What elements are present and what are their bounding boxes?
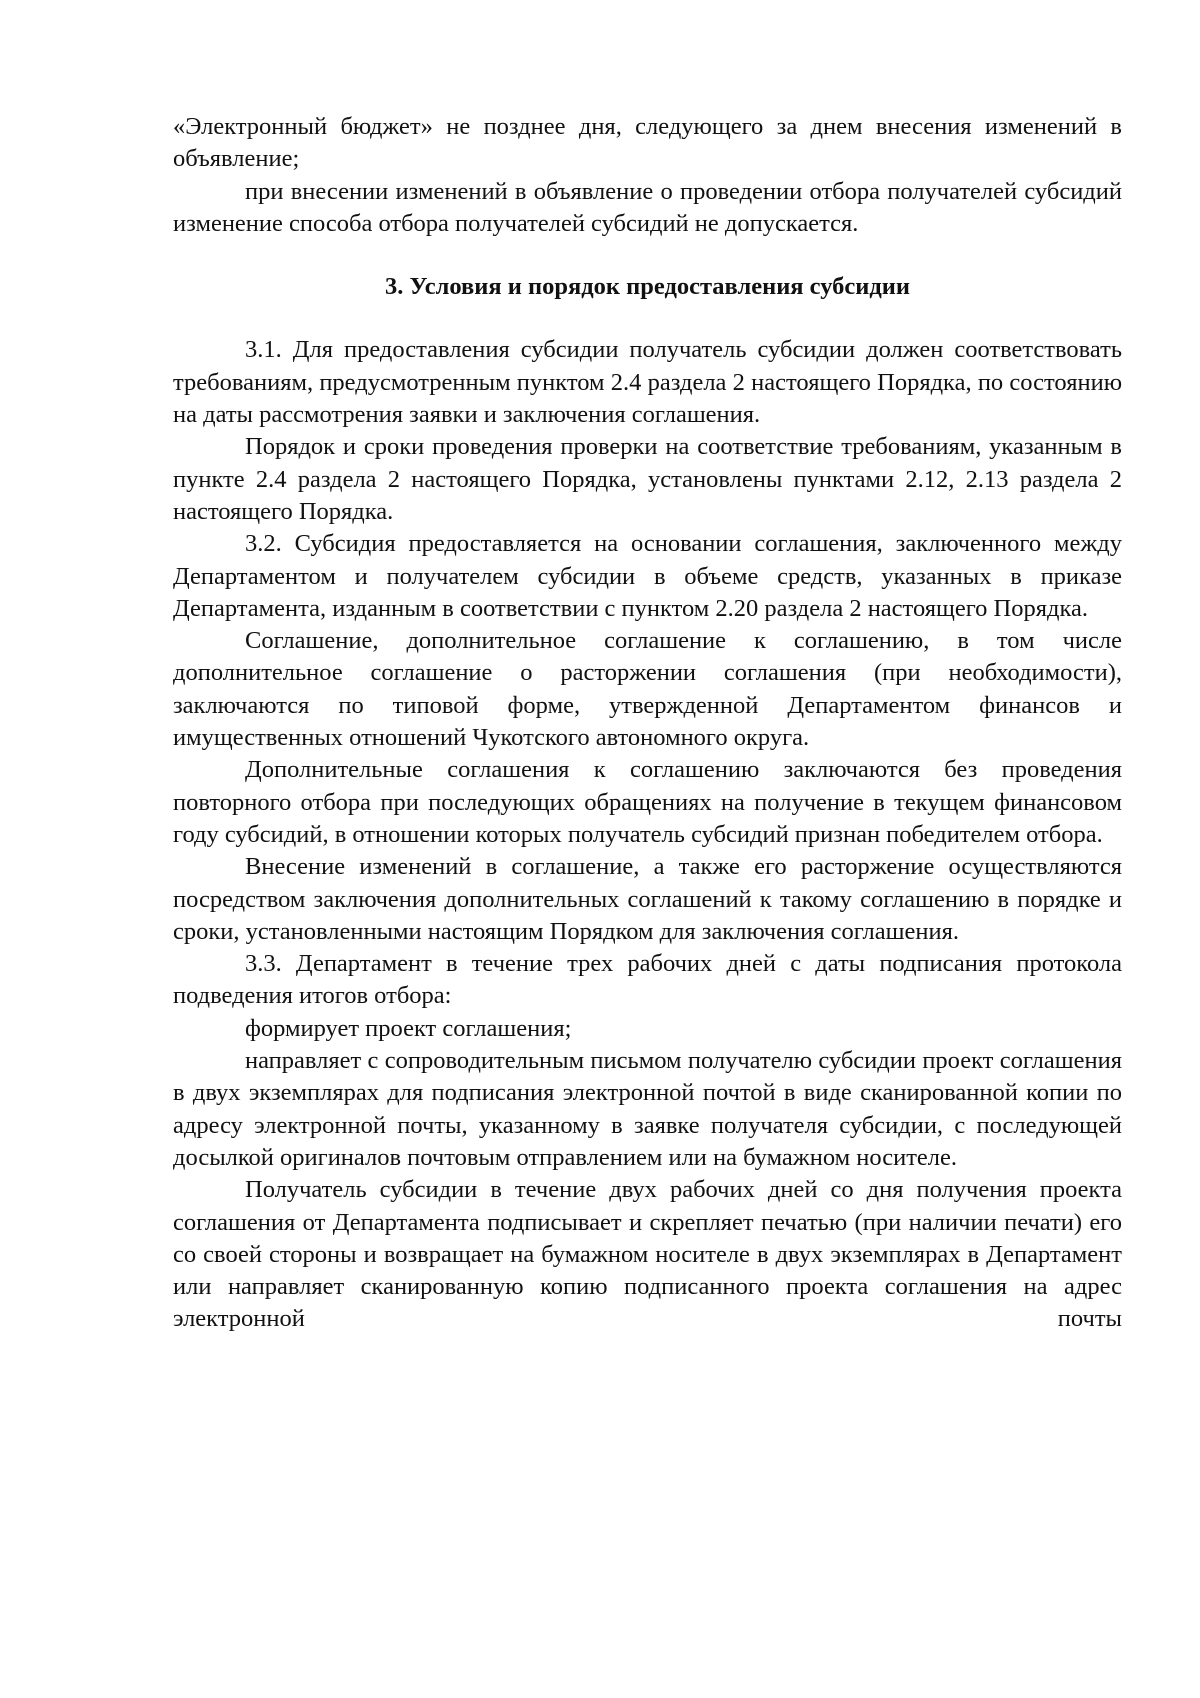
section-heading: 3. Условия и порядок предоставления субсидии (384, 273, 911, 301)
paragraph: Внесение изменений в соглашение, а также его расторжение осуществляются посредством заключения дополнительных соглашений к такому соглашению в порядке и сроки, установленными настоящим Порядком для заключения соглашения. (173, 853, 1122, 945)
paragraph: 3.3. Департамент в течение трех рабочих дней с даты подписания протокола подведения итогов отбора: (173, 950, 1122, 1010)
paragraph: Порядок и сроки проведения проверки на соответствие требованиям, указанным в пункте 2.4 раздела 2 настоящего Порядка, установлены пунктами 2.12, 2.13 раздела 2 настоящего Порядка. (173, 433, 1122, 525)
paragraph: «Электронный бюджет» не позднее дня, следующего за днем внесения изменений в объявление; (173, 113, 1122, 173)
paragraph: 3.1. Для предоставления субсидии получатель субсидии должен соответствовать требованиям, предусмотренным пунктом 2.4 раздела 2 настоящего Порядка, по состоянию на даты рассмотрения заявки и заключения соглашения. (173, 336, 1122, 429)
paragraph: при внесении изменений в объявление о проведении отбора получателей субсидий изменение способа отбора получателей субсидий не допускается. (173, 177, 1122, 237)
paragraph: Дополнительные соглашения к соглашению заключаются без проведения повторного отбора при последующих обращениях на получение в текущем финансовом году субсидий, в отношении которых получатель субсидий признан победителем отбора. (173, 756, 1122, 848)
paragraph: Соглашение, дополнительное соглашение к соглашению, в том числе дополнительное соглашение о расторжении соглашения (при необходимости), заключаются по типовой форме, утвержденной Департаментом финансов и имущественных отношений Чукотского автономного округа. (173, 627, 1122, 752)
paragraph: Получатель субсидии в течение двух рабочих дней со дня получения проекта соглашения от Департамента подписывает и скрепляет печатью (при наличии печати) его со своей стороны и возвращает на бумажном носителе в двух экземплярах в Департамент или направляет сканированную копию подписанного проекта соглашения на адрес электронной почты (173, 1176, 1122, 1333)
paragraph: направляет с сопроводительным письмом получателю субсидии проект соглашения в двух экземплярах для подписания электронной почтой в виде сканированной копии по адресу электронной почты, указанному в заявке получателя субсидии, с последующей досылкой оригиналов почтовым отправлением или на бумажном носителе. (173, 1047, 1122, 1171)
paragraph: формирует проект соглашения; (245, 1014, 572, 1042)
paragraph: 3.2. Субсидия предоставляется на основании соглашения, заключенного между Департаментом и получателем субсидии в объеме средств, указанных в приказе Департамента, изданным в соответствии с пунктом 2.20 раздела 2 настоящего Порядка. (173, 530, 1122, 622)
